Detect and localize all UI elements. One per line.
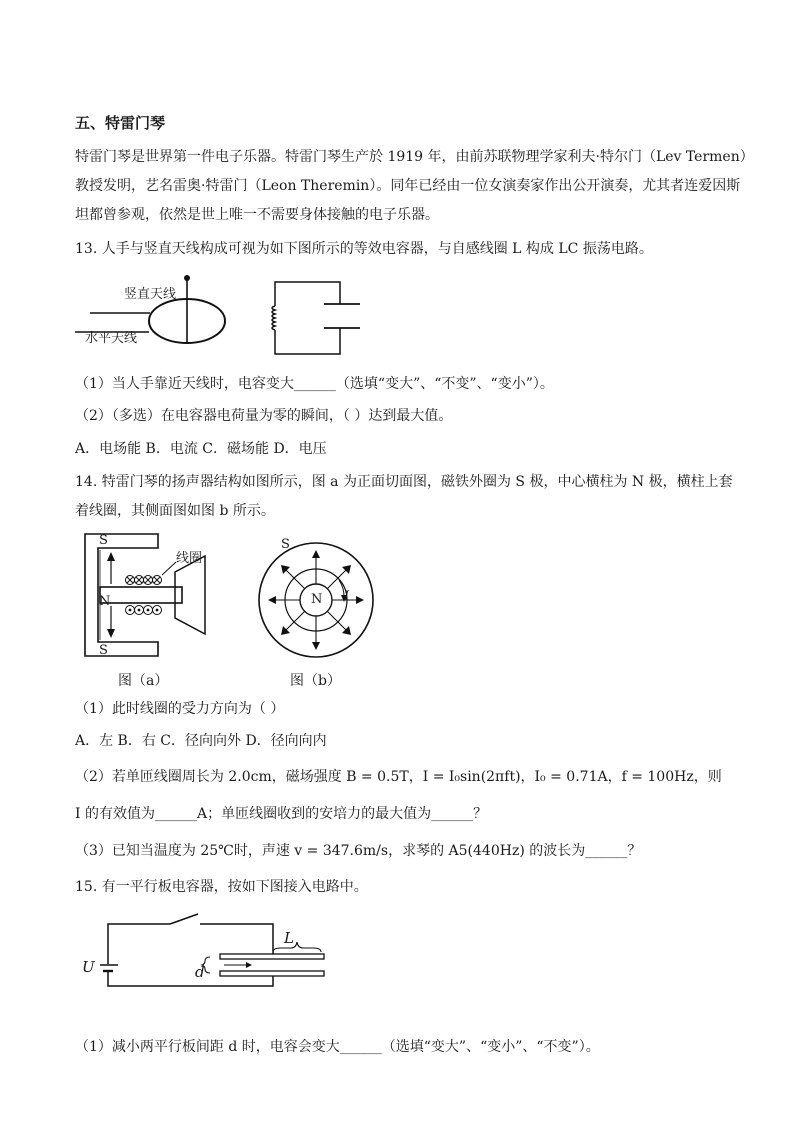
q14-stem-line-1: 14. 特雷门琴的扬声器结构如图所示，图 a 为正面切面图，磁铁外圈为 S 极，中心横柱为 N 极，横柱上套 [75, 474, 733, 490]
q13-options: A．电场能 B．电流 C．磁场能 D．电压 [75, 441, 327, 457]
q15-stem: 15. 有一平行板电容器，按如下图接入电路中。 [75, 879, 368, 895]
q15-part1: （1）减小两平行板间距 d 时，电容会变大______（选填“变大”、“变小”、“不变”）。 [75, 1039, 600, 1055]
capacitor-circuit-figure [100, 912, 340, 1012]
fig-d-label: d [195, 963, 205, 981]
caption-a: 图（a） [118, 673, 169, 689]
section-title: 五、特雷门琴 [75, 114, 166, 132]
q14-part3: （3）已知当温度为 25℃时，声速 v = 347.6m/s，求琴的 A5(440Hz) 的波长为______？ [75, 843, 642, 859]
intro-line-2: 教授发明，艺名雷奥·特雷门（Leon Theremin）。同年已经由一位女演奏家作出公开演奏，尤其者连爱因斯 [75, 178, 741, 194]
q14-part2-line1: （2）若单匝线圈周长为 2.0cm，磁场强度 B = 0.5T，I = I₀sin(2πft)，I₀ = 0.71A，f = 100Hz，则 [75, 769, 722, 785]
q14-options: A．左 B．右 C．径向向外 D．径向向内 [75, 733, 327, 749]
q13-stem: 13. 人手与竖直天线构成可视为如下图所示的等效电容器，与自感线圈 L 构成 LC 振荡电路。 [75, 241, 653, 257]
q14-part1: （1）此时线圈的受力方向为（ ） [75, 701, 285, 717]
fig-u-label: U [82, 958, 95, 976]
intro-line-3: 坦都曾参观，依然是世上唯一不需要身体接触的电子乐器。 [75, 207, 439, 223]
fig-a-coil-label: 线圈 [176, 551, 203, 566]
horizontal-antenna-label: 水平天线 [85, 331, 138, 346]
fig-b-i: I [344, 589, 350, 604]
lc-circuit-figure [262, 270, 362, 360]
fig-a-s-bottom: S [99, 643, 108, 658]
fig-b-n: N [311, 592, 323, 607]
q14-stem-line-2: 着线圈，其侧面图如图 b 所示。 [75, 503, 275, 519]
vertical-antenna-label: 竖直天线 [124, 287, 177, 302]
q13-part1: （1）当人手靠近天线时，电容变大______（选填“变大”、“不变”、“变小”）。 [75, 376, 554, 392]
fig-b-s: S [281, 537, 290, 552]
q14-part2-line2: I 的有效值为______A；单匝线圈收到的安培力的最大值为______？ [75, 806, 488, 822]
fig-a-s-top: S [99, 533, 108, 548]
caption-b: 图（b） [290, 673, 341, 689]
intro-line-1: 特雷门琴是世界第一件电子乐器。特雷门琴生产於 1919 年，由前苏联物理学家利夫·特尔门（Lev Termen） [75, 149, 754, 165]
fig-a-n: N [99, 594, 111, 609]
q13-part2: （2）（多选）在电容器电荷量为零的瞬间，（ ）达到最大值。 [75, 408, 453, 424]
fig-l-label: L [284, 929, 294, 947]
